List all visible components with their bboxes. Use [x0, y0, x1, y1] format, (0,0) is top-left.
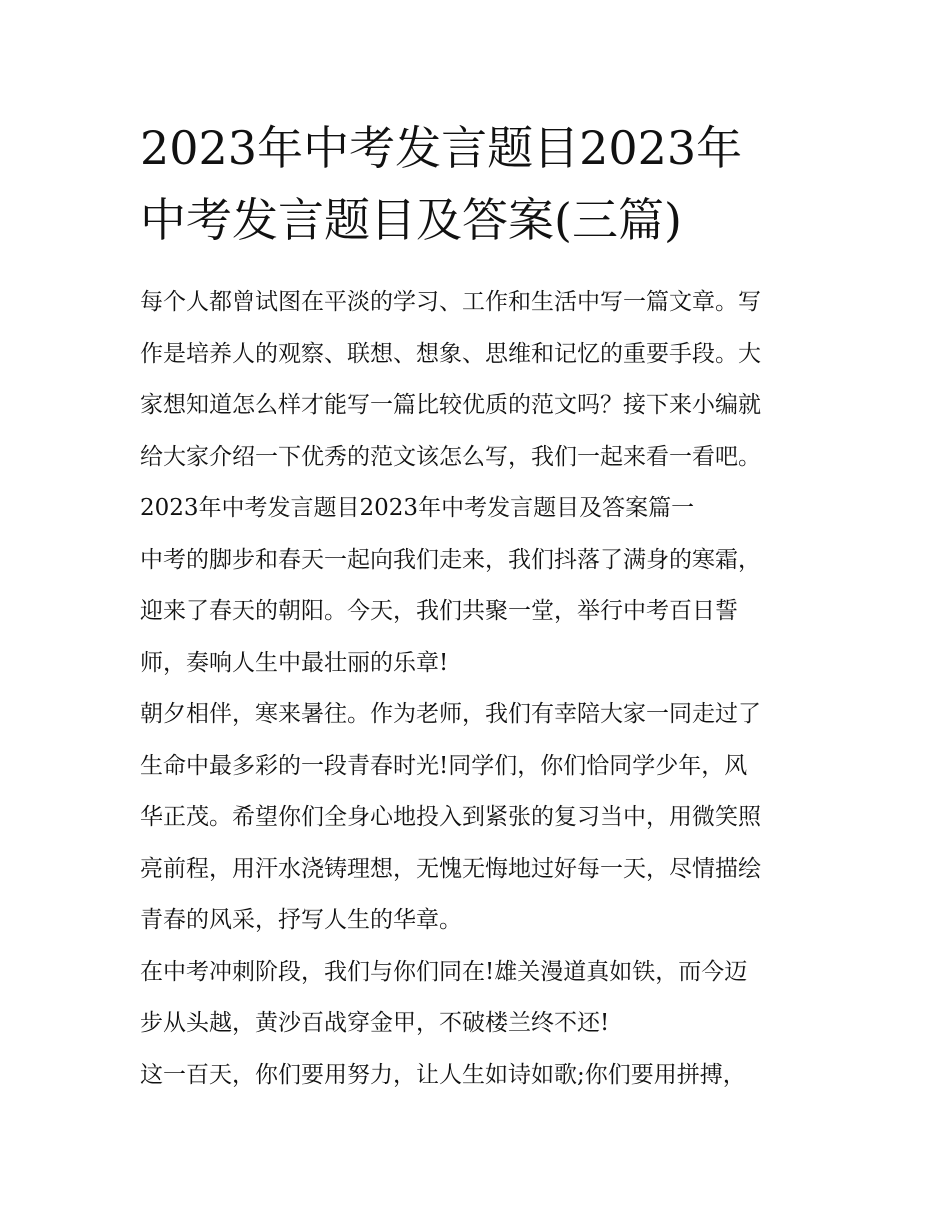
text-line: 朝夕相伴，寒来暑往。作为老师，我们有幸陪大家一同走过了 — [140, 701, 761, 727]
document-body — [140, 277, 816, 1101]
text-line: 步从头越，黄沙百战穿金甲，不破楼兰终不还! — [140, 1010, 610, 1036]
text-line: 作是培养人的观察、联想、想象、思维和记忆的重要手段。大 — [140, 340, 761, 367]
text-line: 生命中最多彩的一段青春时光!同学们，你们恰同学少年，风 — [140, 752, 748, 779]
paragraph — [140, 535, 816, 690]
paragraph — [140, 1050, 816, 1102]
section-heading — [140, 483, 816, 535]
text-line: 2023年中考发言题目2023年中考发言题目及答案篇一 — [140, 495, 695, 521]
text-line: 青春的风采，抒写人生的华章。 — [140, 907, 462, 933]
paragraph-intro — [140, 277, 816, 483]
text-line: 给大家介绍一下优秀的范文该怎么写，我们一起来看一看吧。 — [140, 443, 761, 470]
document-content — [140, 112, 816, 1101]
document-title — [140, 112, 816, 256]
title-line: 2023年中考发言题目2023年 — [140, 121, 743, 175]
text-line: 中考的脚步和春天一起向我们走来，我们抖落了满身的寒霜， — [140, 546, 761, 573]
text-line: 师，奏响人生中最壮丽的乐章! — [140, 649, 449, 676]
title-line: 中考发言题目及答案(三篇) — [140, 193, 682, 247]
text-line: 华正茂。希望你们全身心地投入到紧张的复习当中，用微笑照 — [140, 804, 761, 830]
text-line: 家想知道怎么样才能写一篇比较优质的范文吗？接下来小编就 — [140, 392, 761, 418]
text-line: 在中考冲刺阶段，我们与你们同在!雄关漫道真如铁，而今迈 — [140, 958, 748, 985]
paragraph — [140, 947, 816, 1050]
text-line: 迎来了春天的朝阳。今天，我们共聚一堂，举行中考百日誓 — [140, 598, 738, 624]
paragraph — [140, 689, 816, 947]
text-line: 这一百天，你们要用努力，让人生如诗如歌;你们要用拼搏， — [140, 1061, 746, 1088]
text-line: 每个人都曾试图在平淡的学习、工作和生活中写一篇文章。写 — [140, 289, 761, 315]
text-line: 亮前程，用汗水浇铸理想，无愧无悔地过好每一天，尽情描绘 — [140, 855, 761, 882]
